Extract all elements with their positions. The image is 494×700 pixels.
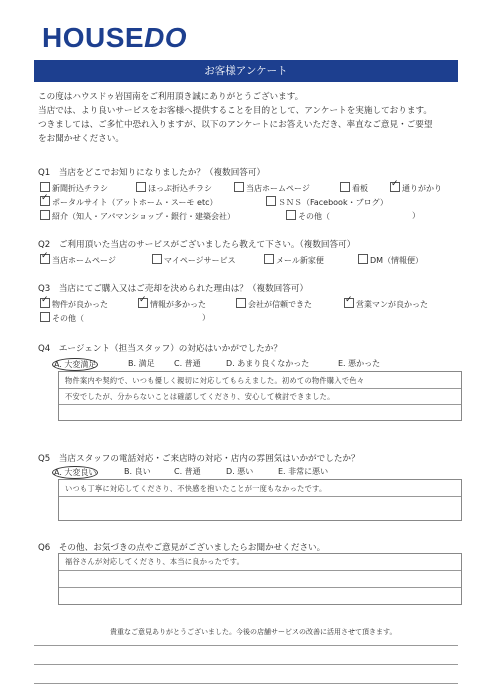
logo-text-house: HOUSE (42, 22, 145, 53)
q5-rating-e[interactable]: E. 非常に悪い (278, 467, 329, 476)
q5-rating-c[interactable]: C. 普通 (174, 467, 201, 476)
q1-option[interactable]: ✓ポータルサイト（アットホーム・スーモ etc） (40, 196, 217, 208)
q3-option[interactable]: その他（ (40, 312, 84, 324)
q3-title: Q3 当店にてご購入又はご売却を決められた理由は？（複数回答可） (38, 284, 309, 294)
checkbox[interactable] (40, 298, 50, 308)
logo-text-do: DO (144, 22, 188, 53)
checkbox[interactable] (236, 298, 246, 308)
q5-rating-d[interactable]: D. 悪い (226, 467, 254, 476)
footer-thanks: 貴重なご意見ありがとうございました。今後の店舗サービスの改善に活用させて頂きます。 (110, 628, 397, 636)
q3-option[interactable]: ✓物件が良かった (40, 298, 108, 310)
q6-answer-box[interactable] (58, 553, 462, 605)
checkbox[interactable] (40, 254, 50, 264)
checkbox[interactable] (344, 298, 354, 308)
q4-rating-b[interactable]: B. 満足 (128, 359, 155, 368)
q1-option[interactable]: その他（ (286, 210, 330, 222)
checkbox[interactable] (266, 196, 276, 206)
intro-line: をお聞かせください。 (38, 134, 124, 144)
q1-option[interactable]: ＳＮＳ（Facebook・ブログ） (266, 196, 388, 208)
q3-close-paren: ） (202, 313, 210, 322)
q1-option[interactable]: 新聞折込チラシ (40, 182, 108, 194)
q2-option[interactable]: DM（情報便） (358, 254, 423, 266)
checkbox[interactable] (40, 196, 50, 206)
checkbox[interactable] (286, 210, 296, 220)
checkbox[interactable] (390, 182, 400, 192)
bottom-rule (34, 683, 458, 684)
ruled-line (59, 404, 461, 405)
ruled-line (59, 570, 461, 571)
checkbox[interactable] (40, 312, 50, 322)
q2-option[interactable]: メール新家便 (264, 254, 324, 266)
intro-line: つきましては、ご多忙中恐れ入りますが、以下のアンケートにお答えいただき、率直なご意見・ご要望 (38, 120, 433, 130)
q2-option[interactable]: マイページサービス (152, 254, 236, 266)
q4-answer-box[interactable] (58, 371, 462, 421)
q4-rating-e[interactable]: E. 悪かった (338, 359, 381, 368)
intro-line: この度はハウスドゥ岩国南をご利用頂き誠にありがとうございます。 (38, 92, 304, 102)
q1-option[interactable]: 看板 (340, 182, 368, 194)
checkbox[interactable] (358, 254, 368, 264)
checkbox[interactable] (136, 182, 146, 192)
q6-title: Q6 その他、お気づきの点やご意見がございましたらお聞かせください。 (38, 543, 326, 553)
q1-close-paren: ） (412, 211, 420, 220)
q2-title: Q2 ご利用頂いた当店のサービスがございましたら教えて下さい。（複数回答可） (38, 240, 356, 250)
q2-option[interactable]: ✓当店ホームページ (40, 254, 116, 266)
q5-rating-a[interactable]: A. 大変良い (54, 468, 97, 477)
intro-line: 当店では、より良いサービスをお客様へ提供することを目的として、アンケートを実施しております。 (38, 106, 432, 116)
q1-option[interactable]: 紹介（知人・アパマンショップ・銀行・建築会社） (40, 210, 235, 222)
q4-title: Q4 エージェント（担当スタッフ）の対応はいかがでしたか？ (38, 344, 282, 354)
intro-text (38, 90, 468, 146)
checkbox[interactable] (40, 210, 50, 220)
q4-answer-line: 物件案内や契約で、いつも優しく親切に対応してもらえました。初めての物件購入で色々 (65, 376, 365, 385)
q5-answer-line: いつも丁寧に対応してくださり、不快感を抱いたことが一度もなかったです。 (65, 484, 327, 493)
checkbox[interactable] (138, 298, 148, 308)
q3-option[interactable]: ✓ 情報が多かった (138, 298, 206, 310)
q5-title: Q5 当店スタッフの電話対応・ご来店時の対応・店内の雰囲気はいかがでしたか？ (38, 454, 360, 464)
q5-rating-b[interactable]: B. 良い (124, 467, 151, 476)
checkbox[interactable] (40, 182, 50, 192)
checkbox[interactable] (340, 182, 350, 192)
checkbox[interactable] (264, 254, 274, 264)
housedo-logo (42, 22, 187, 54)
survey-title-banner: お客様アンケート (34, 60, 458, 82)
q4-rating-d[interactable]: D. あまり良くなかった (226, 359, 310, 368)
q6-answer-line: 福谷さんが対応してくださり、本当に良かったです。 (65, 557, 245, 566)
checkbox[interactable] (152, 254, 162, 264)
bottom-rule (34, 664, 458, 665)
q1-title: Q1 当店をどこでお知りになりましたか？（複数回答可） (38, 168, 266, 178)
q4-rating-c[interactable]: C. 普通 (174, 359, 201, 368)
q1-option[interactable]: ✓ 通りがかり (390, 182, 442, 194)
q3-option[interactable]: ✓ 営業マンが良かった (344, 298, 428, 310)
q1-option[interactable]: ほっぷ折込チラシ (136, 182, 212, 194)
ruled-line (59, 496, 461, 497)
ruled-line (59, 587, 461, 588)
q5-answer-box[interactable] (58, 479, 462, 521)
q4-rating-a[interactable]: A. 大変満足 (54, 360, 97, 369)
q1-option[interactable]: 当店ホームページ (234, 182, 310, 194)
q3-option[interactable]: 会社が信頼できた (236, 298, 312, 310)
checkbox[interactable] (234, 182, 244, 192)
bottom-rule (34, 645, 458, 646)
q4-answer-line: 不安でしたが、分からないことは確認してくださり、安心して検討できました。 (65, 392, 335, 401)
ruled-line (59, 388, 461, 389)
